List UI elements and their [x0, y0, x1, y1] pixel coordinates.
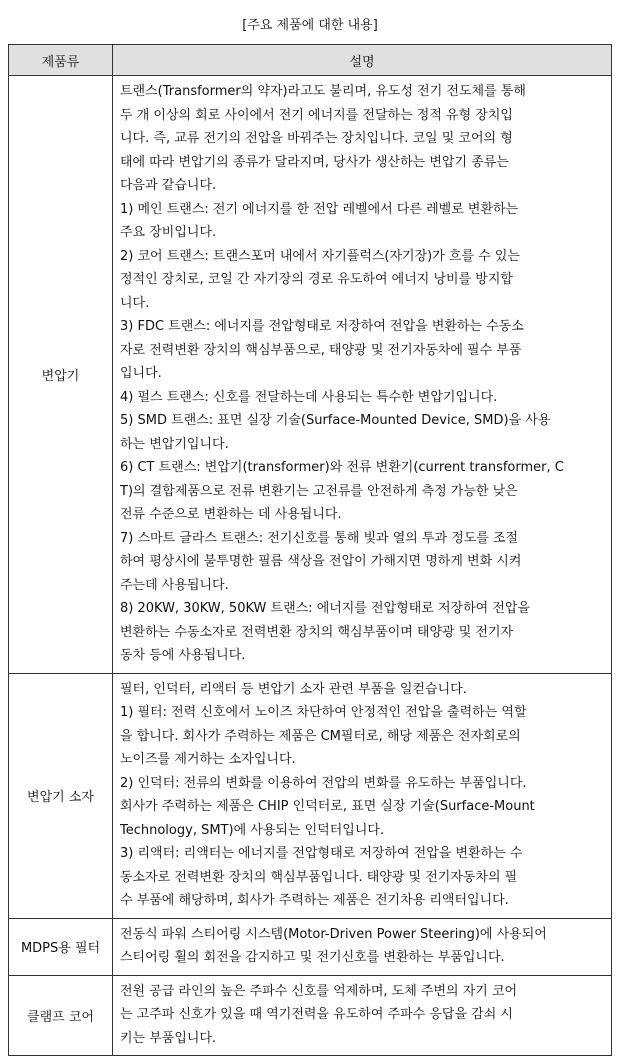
- table-row: [9, 76, 612, 674]
- description-line: 스티어링 휠의 회전을 감지하고 및 전기신호를 변환하는 부품입니다.: [120, 950, 505, 965]
- product-category: 클램프 코어: [9, 975, 113, 1056]
- description-line: 회사가 주력하는 제품은 CHIP 인덕터로, 표면 실장 기술(Surface-Mount: [120, 799, 535, 814]
- description-line: 동차 등에 사용됩니다.: [120, 648, 246, 663]
- table-row: [9, 975, 612, 1056]
- table-header-row: [9, 45, 612, 76]
- description-line: 니다. 즉, 교류 전기의 전압을 바꿔주는 장치입니다. 코일 및 코어의 형: [120, 131, 513, 146]
- description-line: 3) FDC 트랜스: 에너지를 전압형태로 저장하여 전압을 변환하는 수동소: [120, 319, 524, 334]
- description-line: 동소자로 전력변환 장치의 핵심부품입니다. 태양광 및 전기자동차의 필: [120, 869, 518, 885]
- header-category: 제품류: [9, 45, 113, 76]
- description-line: 키는 부품입니다.: [120, 1030, 217, 1046]
- description-line: 6) CT 트랜스: 변압기(transformer)와 전류 변환기(current transformer, C: [120, 460, 564, 475]
- description-line: 자로 전력변환 장치의 핵심부품으로, 태양광 및 전기자동차에 필수 부품: [120, 342, 522, 358]
- description-line: 4) 펄스 트랜스: 신호를 전달하는데 사용되는 특수한 변압기입니다.: [120, 389, 498, 405]
- description-line: 수 부품에 해당하며, 회사가 주력하는 제품은 전기차용 리액터입니다.: [120, 893, 509, 908]
- document-title: [주요 제품에 대한 내용]: [242, 18, 378, 33]
- description-line: 하는 변압기입니다.: [120, 436, 229, 452]
- description-line: 2) 코어 트랜스: 트랜스포머 내에서 자기플럭스(자기장)가 흐를 수 있는: [120, 248, 520, 264]
- table-body: [9, 76, 612, 1056]
- description-line: 하여 평상시에 불투명한 필름 색상을 전압이 가해지면 명하게 변화 시켜: [120, 554, 522, 569]
- description-line: 정적인 장치로, 코일 간 자기장의 경로 유도하여 에너지 낭비를 방지합: [120, 272, 513, 287]
- description-line: 을 합니다. 회사가 주력하는 제품은 CM필터로, 해당 제품은 전자회로의: [120, 728, 521, 744]
- description-line: 1) 메인 트랜스: 전기 에너지를 한 전압 레벨에서 다른 레벨로 변환하는: [120, 201, 519, 217]
- description-line: 노이즈를 제거하는 소자입니다.: [120, 752, 296, 767]
- description-line: 주요 장비입니다.: [120, 225, 217, 240]
- description-line: 5) SMD 트랜스: 표면 실장 기술(Surface-Mounted Device, SMD)을 사용: [120, 413, 551, 428]
- description-line: 트랜스(Transformer의 약자)라고도 불리며, 유도성 전기 전도체를 통해: [120, 84, 526, 99]
- description-line: 7) 스마트 글라스 트랜스: 전기신호를 통해 빛과 열의 투과 정도를 조절: [120, 530, 519, 546]
- description-line: 니다.: [120, 295, 150, 311]
- description-line: 주는데 사용됩니다.: [120, 577, 229, 593]
- product-category: MDPS용 필터: [9, 918, 113, 975]
- description-line: T)의 결합제품으로 전류 변환기는 고전류를 안전하게 측정 가능한 낮은: [120, 483, 518, 499]
- product-description: [113, 76, 612, 674]
- header-description: 설명: [113, 45, 612, 76]
- product-category: 변압기 소자: [9, 673, 113, 918]
- description-line: 입니다.: [120, 366, 162, 381]
- description-line: 전동식 파워 스티어링 시스템(Motor-Driven Power Steering)에 사용되어: [120, 926, 547, 942]
- table-row: [9, 673, 612, 918]
- description-line: 다음과 같습니다.: [120, 178, 217, 193]
- product-category: 변압기: [9, 76, 113, 674]
- description-line: 전류 수준으로 변환하는 데 사용됩니다.: [120, 507, 342, 522]
- description-line: 8) 20KW, 30KW, 50KW 트랜스: 에너지를 전압형태로 저장하여 전압을: [120, 601, 531, 616]
- description-line: 두 개 이상의 회로 사이에서 전기 에너지를 전달하는 정적 유형 장치입: [120, 107, 513, 123]
- description-line: 3) 리액터: 리액터는 에너지를 전압형태로 저장하여 전압을 변환하는 수: [120, 846, 523, 861]
- product-description: [113, 673, 612, 918]
- description-line: 는 고주파 신호가 있을 때 역기전력을 유도하여 주파수 응답을 감쇠 시: [120, 1007, 513, 1022]
- description-line: 전원 공급 라인의 높은 주파수 신호를 억제하며, 도체 주변의 자기 코어: [120, 983, 518, 999]
- description-line: 변환하는 수동소자로 전력변환 장치의 핵심부품이며 태양광 및 전기자: [120, 624, 514, 640]
- product-description: [113, 918, 612, 975]
- product-table: [8, 44, 612, 1056]
- description-line: 태에 따라 변압기의 종류가 달라지며, 당사가 생산하는 변압기 종류는: [120, 154, 509, 170]
- description-line: 2) 인덕터: 전류의 변화를 이용하여 전압의 변화를 유도하는 부품입니다.: [120, 775, 527, 791]
- product-description: [113, 975, 612, 1056]
- table-row: [9, 918, 612, 975]
- description-line: 필터, 인덕터, 리액터 등 변압기 소자 관련 부품을 일컫습니다.: [120, 681, 467, 697]
- description-line: 1) 필터: 전력 신호에서 노이즈 차단하여 안정적인 전압을 출력하는 역할: [120, 705, 527, 720]
- description-line: Technology, SMT)에 사용되는 인덕터입니다.: [120, 822, 385, 838]
